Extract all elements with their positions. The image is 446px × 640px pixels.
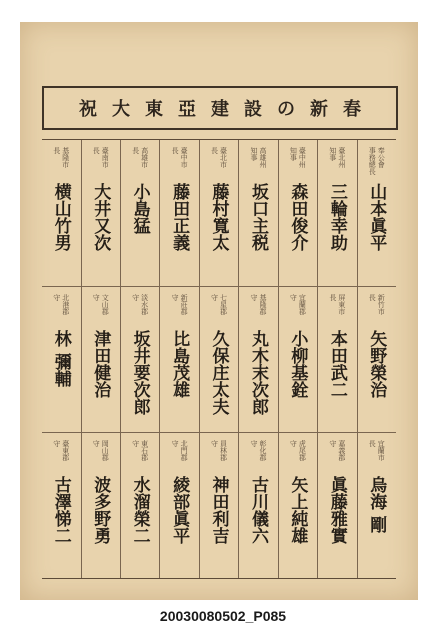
entry-title-line: 新竹市 [377, 294, 386, 315]
entry-title-line: 知事 [249, 147, 258, 161]
entry-cell [42, 433, 80, 578]
entry-name: 坂口主税 [247, 183, 268, 251]
entry-title [358, 147, 396, 181]
greeting-banner [42, 86, 398, 130]
entry-cell [120, 433, 159, 578]
document-page [20, 22, 418, 600]
entry-title-line: 七星郡 [219, 294, 228, 315]
entry-cell [278, 287, 317, 432]
entry-cell [159, 140, 198, 286]
names-grid [42, 139, 396, 579]
entry-cell [199, 287, 238, 432]
entry-name: 久保庄太夫 [208, 330, 229, 415]
entry-name: 比島茂雄 [169, 330, 190, 398]
entry-title-line: 臺北州 [337, 147, 346, 168]
entry-title-line: 臺東郡 [61, 440, 70, 461]
entry-title-line: 東石郡 [140, 440, 149, 461]
entry-title-line: 臺南市 [101, 147, 110, 168]
entry-title-line: 奉公會 [377, 147, 386, 168]
entry-title-line: 守 [210, 294, 219, 301]
entry-name: 森田俊介 [287, 183, 308, 251]
entry-title [42, 294, 80, 328]
entry-name: 丸木末次郎 [247, 330, 268, 415]
entry-title-line: 守 [131, 440, 140, 447]
banner-title: 祝大東亞建設の新春 [79, 99, 376, 120]
entry-name: 大井又次 [90, 183, 111, 251]
entry-name: 眞藤雅實 [326, 476, 347, 544]
entry-title-line: 長 [210, 147, 219, 154]
entry-title-line: 守 [249, 294, 258, 301]
entry-name: 綾部眞平 [169, 476, 190, 544]
entry-title-line: 守 [289, 294, 298, 301]
entry-cell [317, 433, 356, 578]
entry-name: 水溜榮二 [129, 476, 150, 544]
entry-title-line: 基隆郡 [258, 294, 267, 315]
entry-title-line: 守 [92, 440, 101, 447]
entry-title-line: 宜蘭市 [377, 440, 386, 461]
entry-name: 古澤悌二 [50, 476, 71, 544]
entry-title [82, 294, 120, 328]
entry-name: 烏海 剛 [366, 476, 387, 533]
entry-cell [278, 140, 317, 286]
entry-name: 神田利吉 [208, 476, 229, 544]
entry-title-line: 彰化郡 [258, 440, 267, 461]
entry-title [121, 294, 159, 328]
entry-title [160, 440, 198, 474]
entry-title-line: 淡水郡 [140, 294, 149, 315]
entry-title-line: 長 [131, 147, 140, 154]
entry-title-line: 臺中州 [298, 147, 307, 168]
grid-row [42, 140, 396, 286]
entry-cell [81, 140, 120, 286]
entry-title [318, 440, 356, 474]
entry-title-line: 守 [171, 294, 180, 301]
entry-title-line: 長 [328, 294, 337, 301]
entry-title [200, 440, 238, 474]
entry-cell [357, 287, 396, 432]
entry-cell [238, 140, 277, 286]
entry-title [239, 440, 277, 474]
grid-row [42, 432, 396, 578]
entry-title-line: 知事 [328, 147, 337, 161]
entry-cell [42, 140, 80, 286]
entry-title [318, 147, 356, 181]
entry-name: 林 彌輔 [50, 330, 71, 387]
entry-title-line: 守 [171, 440, 180, 447]
entry-title [358, 440, 396, 474]
entry-title-line: 守 [52, 294, 61, 301]
entry-cell [159, 287, 198, 432]
entry-title [82, 440, 120, 474]
entry-title-line: 臺中市 [180, 147, 189, 168]
entry-title-line: 基隆市 [61, 147, 70, 168]
entry-name: 藤田正義 [169, 183, 190, 251]
entry-title [318, 294, 356, 328]
entry-title-line: 文山郡 [101, 294, 110, 315]
entry-title [42, 147, 80, 181]
entry-title-line: 長 [171, 147, 180, 154]
entry-title-line: 長 [52, 147, 61, 154]
entry-name: 小柳基銓 [287, 330, 308, 398]
entry-title-line: 北港郡 [61, 294, 70, 315]
entry-title [279, 147, 317, 181]
entry-name: 津田健治 [90, 330, 111, 398]
entry-title-line: 虎尾郡 [298, 440, 307, 461]
entry-name: 波多野勇 [90, 476, 111, 544]
entry-name: 古川儀六 [247, 476, 268, 544]
entry-cell [199, 140, 238, 286]
archive-id-caption: 20030080502_P085 [159, 608, 287, 624]
entry-cell [159, 433, 198, 578]
entry-title-line: 守 [289, 440, 298, 447]
entry-name: 横山竹男 [50, 183, 71, 251]
entry-title-line: 高雄市 [140, 147, 149, 168]
entry-title-line: 守 [249, 440, 258, 447]
entry-name: 矢野榮治 [366, 330, 387, 398]
entry-title-line: 高雄州 [258, 147, 267, 168]
entry-title-line: 嘉義郡 [337, 440, 346, 461]
entry-cell [357, 433, 396, 578]
entry-title-line: 宜蘭郡 [298, 294, 307, 315]
entry-cell [317, 140, 356, 286]
entry-title [160, 147, 198, 181]
entry-name: 矢上純雄 [287, 476, 308, 544]
entry-name: 小島猛 [129, 183, 150, 234]
entry-cell [81, 287, 120, 432]
entry-cell [238, 287, 277, 432]
entry-title [239, 147, 277, 181]
entry-title [200, 294, 238, 328]
entry-name: 藤村寬太 [208, 183, 229, 251]
entry-title [121, 440, 159, 474]
entry-cell [357, 140, 396, 286]
entry-cell [199, 433, 238, 578]
entry-name: 三輪幸助 [326, 183, 347, 251]
entry-name: 山本眞平 [366, 183, 387, 251]
entry-title-line: 北門郡 [180, 440, 189, 461]
entry-title [42, 440, 80, 474]
entry-title-line: 守 [328, 440, 337, 447]
entry-title [279, 294, 317, 328]
entry-cell [120, 140, 159, 286]
entry-cell [42, 287, 80, 432]
entry-title-line: 長 [368, 440, 377, 447]
entry-cell [120, 287, 159, 432]
entry-title-line: 長 [368, 294, 377, 301]
entry-title [82, 147, 120, 181]
entry-title-line: 守 [131, 294, 140, 301]
entry-cell [317, 287, 356, 432]
grid-row [42, 286, 396, 432]
entry-title-line: 守 [210, 440, 219, 447]
entry-title-line: 屏東市 [337, 294, 346, 315]
entry-title-line: 員林郡 [219, 440, 228, 461]
entry-name: 本田武二 [326, 330, 347, 398]
entry-title-line: 臺北市 [219, 147, 228, 168]
entry-title-line: 長 [92, 147, 101, 154]
entry-title [279, 440, 317, 474]
entry-title-line: 守 [92, 294, 101, 301]
entry-title [358, 294, 396, 328]
entry-title-line: 岡山郡 [101, 440, 110, 461]
entry-title [200, 147, 238, 181]
entry-title [239, 294, 277, 328]
entry-title-line: 知事 [289, 147, 298, 161]
entry-title-line: 守 [52, 440, 61, 447]
entry-cell [81, 433, 120, 578]
entry-name: 坂井要次郎 [129, 330, 150, 415]
entry-cell [278, 433, 317, 578]
entry-title [160, 294, 198, 328]
entry-cell [238, 433, 277, 578]
entry-title-line: 事務總長 [368, 147, 377, 175]
entry-title-line: 新莊郡 [180, 294, 189, 315]
entry-title [121, 147, 159, 181]
